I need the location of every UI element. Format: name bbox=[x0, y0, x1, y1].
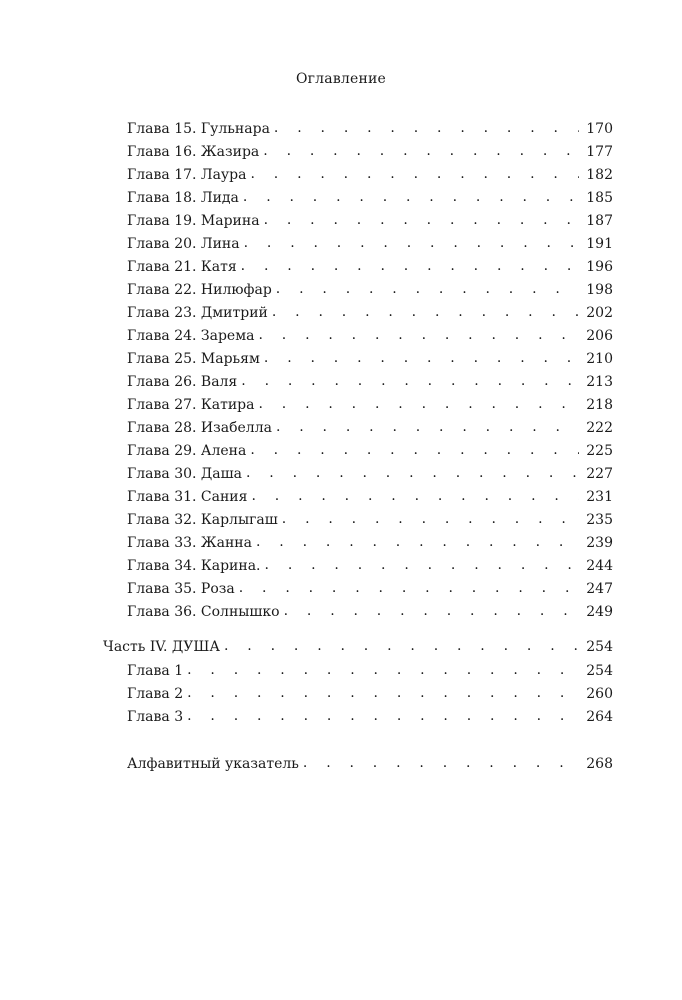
toc-entry[interactable] bbox=[127, 165, 613, 185]
toc-entry-label: Глава 1 bbox=[127, 663, 184, 679]
toc-entry-page: 177 bbox=[586, 144, 613, 160]
toc-entry-page: 218 bbox=[586, 397, 613, 413]
toc-entry-page: 254 bbox=[586, 663, 613, 679]
dot-leader bbox=[303, 753, 579, 773]
toc-entry-label: Глава 17. Лаура bbox=[127, 167, 247, 183]
toc-entry-label: Глава 32. Карлыгаш bbox=[127, 512, 278, 528]
toc-entry[interactable] bbox=[127, 303, 613, 323]
toc-entry-label: Глава 23. Дмитрий bbox=[127, 305, 268, 321]
dot-leader bbox=[241, 371, 579, 391]
dot-leader bbox=[244, 233, 579, 253]
toc-entry-page: 210 bbox=[586, 351, 613, 367]
toc-entry[interactable] bbox=[127, 661, 613, 681]
dot-leader bbox=[241, 256, 579, 276]
toc-entry[interactable] bbox=[127, 372, 613, 392]
toc-entry-label: Глава 16. Жазира bbox=[127, 144, 260, 160]
dot-leader bbox=[187, 683, 579, 703]
toc-entry[interactable] bbox=[127, 257, 613, 277]
toc-entry-label: Глава 26. Валя bbox=[127, 374, 238, 390]
dot-leader bbox=[256, 532, 579, 552]
toc-entry-page: 196 bbox=[586, 259, 613, 275]
toc-entry-page: 227 bbox=[586, 466, 613, 482]
toc-entry-page: 244 bbox=[586, 558, 613, 574]
toc-entry-page: 247 bbox=[586, 581, 613, 597]
dot-leader bbox=[224, 636, 579, 656]
toc-part-page: 254 bbox=[586, 639, 613, 655]
toc-entry-label: Глава 2 bbox=[127, 686, 184, 702]
toc-entry-page: 187 bbox=[586, 213, 613, 229]
toc-entry-page: 185 bbox=[586, 190, 613, 206]
toc-entry-page: 239 bbox=[586, 535, 613, 551]
toc-entry-page: 222 bbox=[586, 420, 613, 436]
toc-entry[interactable] bbox=[127, 602, 613, 622]
toc-entry[interactable] bbox=[127, 441, 613, 461]
toc-index-page: 268 bbox=[586, 756, 613, 772]
dot-leader bbox=[243, 187, 579, 207]
dot-leader bbox=[263, 141, 579, 161]
dot-leader bbox=[265, 555, 579, 575]
toc-entry[interactable] bbox=[127, 464, 613, 484]
dot-leader bbox=[250, 164, 579, 184]
toc-entry[interactable] bbox=[127, 556, 613, 576]
toc-entry-page: 182 bbox=[586, 167, 613, 183]
toc-entry[interactable] bbox=[127, 142, 613, 162]
toc-entry[interactable] bbox=[127, 188, 613, 208]
dot-leader bbox=[258, 394, 579, 414]
toc-entry-label: Глава 24. Зарема bbox=[127, 328, 255, 344]
toc-entry[interactable] bbox=[127, 395, 613, 415]
toc-entry-label: Глава 25. Марьям bbox=[127, 351, 260, 367]
toc-entry-page: 231 bbox=[586, 489, 613, 505]
dot-leader bbox=[282, 509, 579, 529]
toc-entry-page: 170 bbox=[586, 121, 613, 137]
toc-entry-label: Глава 31. Сания bbox=[127, 489, 248, 505]
toc-entry-label: Глава 36. Солнышко bbox=[127, 604, 280, 620]
dot-leader bbox=[276, 279, 579, 299]
toc-entry[interactable] bbox=[127, 579, 613, 599]
toc-entry[interactable] bbox=[127, 211, 613, 231]
page-title: Оглавление bbox=[295, 71, 387, 87]
toc-index-entry[interactable] bbox=[127, 754, 613, 774]
toc-entry-page: 235 bbox=[586, 512, 613, 528]
toc-entry-page: 213 bbox=[586, 374, 613, 390]
toc-entry[interactable] bbox=[127, 487, 613, 507]
toc-entry-page: 202 bbox=[586, 305, 613, 321]
toc-entry-label: Глава 18. Лида bbox=[127, 190, 239, 206]
toc-entry[interactable] bbox=[127, 326, 613, 346]
toc-entry[interactable] bbox=[127, 533, 613, 553]
toc-entry[interactable] bbox=[127, 119, 613, 139]
toc-entry-label: Глава 21. Катя bbox=[127, 259, 237, 275]
toc-entry-page: 198 bbox=[586, 282, 613, 298]
dot-leader bbox=[251, 486, 579, 506]
toc-entry[interactable] bbox=[127, 707, 613, 727]
toc-entry[interactable] bbox=[127, 234, 613, 254]
toc-part-label: Часть IV. ДУША bbox=[103, 639, 220, 655]
toc-entry-label: Глава 35. Роза bbox=[127, 581, 235, 597]
dot-leader bbox=[264, 210, 579, 230]
dot-leader bbox=[246, 463, 579, 483]
toc-entry-label: Глава 29. Алена bbox=[127, 443, 247, 459]
toc-entry-label: Глава 27. Катира bbox=[127, 397, 255, 413]
toc-part-entry[interactable] bbox=[103, 637, 613, 657]
dot-leader bbox=[264, 348, 579, 368]
toc-entry[interactable] bbox=[127, 280, 613, 300]
dot-leader bbox=[276, 417, 579, 437]
dot-leader bbox=[250, 440, 579, 460]
toc-entry-label: Глава 30. Даша bbox=[127, 466, 242, 482]
toc-entry-label: Глава 19. Марина bbox=[127, 213, 260, 229]
dot-leader bbox=[187, 706, 579, 726]
dot-leader bbox=[272, 302, 579, 322]
toc-entry-page: 206 bbox=[586, 328, 613, 344]
dot-leader bbox=[284, 601, 579, 621]
toc-entry[interactable] bbox=[127, 510, 613, 530]
toc-entry-page: 191 bbox=[586, 236, 613, 252]
toc-entry-label: Глава 20. Лина bbox=[127, 236, 240, 252]
toc-entry-label: Глава 15. Гульнара bbox=[127, 121, 270, 137]
toc-entry[interactable] bbox=[127, 418, 613, 438]
dot-leader bbox=[239, 578, 579, 598]
toc-entry-label: Глава 33. Жанна bbox=[127, 535, 252, 551]
toc-entry-label: Глава 28. Изабелла bbox=[127, 420, 272, 436]
toc-entry-label: Глава 3 bbox=[127, 709, 184, 725]
toc-entry-page: 225 bbox=[586, 443, 613, 459]
toc-entry-page: 260 bbox=[586, 686, 613, 702]
dot-leader bbox=[274, 118, 579, 138]
toc-entry[interactable] bbox=[127, 349, 613, 369]
toc-entry-label: Глава 22. Нилюфар bbox=[127, 282, 272, 298]
toc-entry-label: Глава 34. Карина. bbox=[127, 558, 261, 574]
toc-entry-page: 249 bbox=[586, 604, 613, 620]
dot-leader bbox=[187, 660, 579, 680]
toc-index-label: Алфавитный указатель bbox=[127, 756, 299, 772]
toc-entry[interactable] bbox=[127, 684, 613, 704]
toc-entry-page: 264 bbox=[586, 709, 613, 725]
dot-leader bbox=[258, 325, 579, 345]
